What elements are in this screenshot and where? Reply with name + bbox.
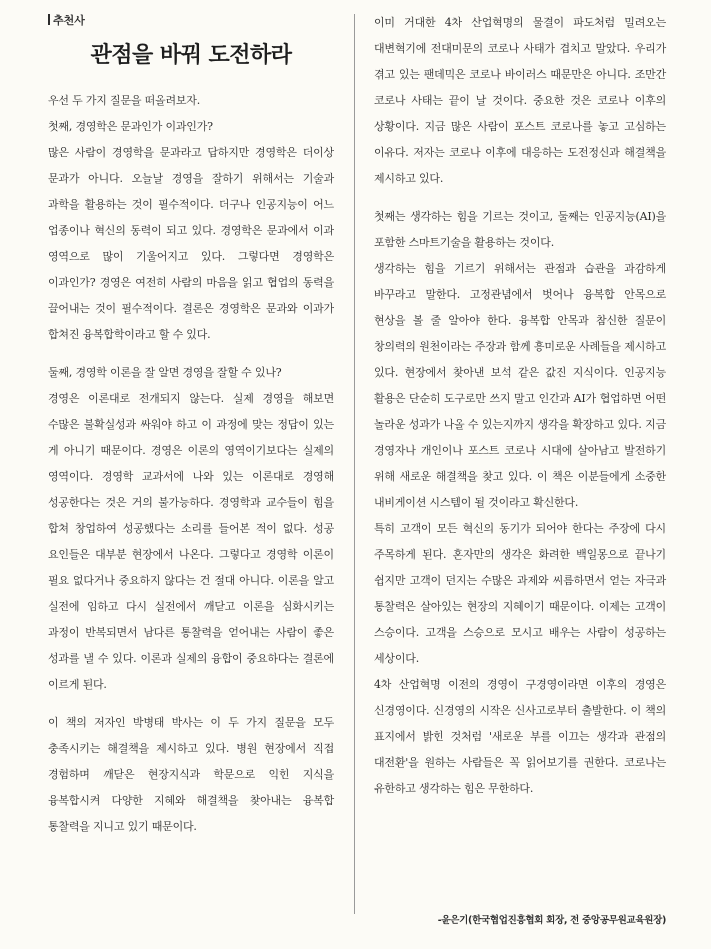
paragraph: 4차 산업혁명 이전의 경영이 구경영이라면 이후의 경영은 신경영이다. 신경영의 시작은 신사고로부터 출발한다. 이 책의 표지에서 밝힌 것처럼 '새로운 부를 이끄는 생각과 관점의 대전환'을 원하는 사람들은 꼭 읽어보기를 권한다. 코로나는 유한하고 생각하는 힘은 무한하다. xyxy=(374,678,666,795)
section-tag xyxy=(48,12,85,28)
paragraph-gap xyxy=(374,192,666,204)
paragraph: 생각하는 힘을 기르기 위해서는 관점과 습관을 과감하게 바꾸라고 말한다. 고정관념에서 벗어나 융복합 안목으로 현상을 볼 줄 알아야 한다. 융복합 안목과 참신한 질문이 창의력의 원천이라는 주장과 함께 흥미로운 사례들을 제시하고 있다. 현장에서 찾아낸 보석 같은 값진 지식이다. 인공지능 활용은 단순히 도구로만 쓰지 말고 인간과 AI가 협업하면 어떤 놀라운 성과가 나올 수 있는지까지 생각을 확장하고 있다. 지금 경영자나 개인이나 포스트 코로나 시대에 살아남고 발전하기 위해 새로운 해결책을 찾고 있다. 이 책은 이분들에게 소중한 내비게이션 시스템이 될 것이라고 확신한다. xyxy=(374,262,666,509)
right-body-text xyxy=(374,10,666,802)
paragraph: 첫째, 경영학은 문과인가 이과인가? xyxy=(48,120,213,133)
paragraph: 많은 사람이 경영학을 문과라고 답하지만 경영학은 더이상 문과가 아니다. 오늘날 경영을 잘하기 위해서는 기술과 과학을 활용하는 것이 필수적이다. 더구나 인공지능이 어느 업종이나 혁신의 동력이 되고 있다. 경영학은 문과에서 이과 영역으로 많이 기울어지고 있다. 그렇다면 경영학은 이과인가? 경영은 여전히 사람의 마음을 읽고 협업의 동력을 끌어내는 것이 필수적이다. 결론은 경영학은 문과와 이과가 합쳐진 융복합학이라고 할 수 있다. xyxy=(48,146,334,341)
paragraph: 경영은 이론대로 전개되지 않는다. 실제 경영을 해보면 수많은 불확실성과 싸워야 하고 이 과정에 맞는 정답이 있는 게 아니기 때문이다. 경영은 이론의 영역이기보다는 실제의 영역이다. 경영학 교과서에 나와 있는 이론대로 경영해 성공한다는 것은 거의 불가능하다. 경영학과 교수들이 힘을 합쳐 창업하여 성공했다는 소리를 들어본 적이 없다. 성공 요인들은 대부분 현장에서 나온다. 그렇다고 경영학 이론이 필요 없다거나 중요하지 않다는 건 절대 아니다. 이론을 알고 실전에 임하고 다시 실전에서 깨닫고 이론을 심화시키는 과정이 반복되면서 남다른 통찰력을 얻어내는 사람이 좋은 성과를 낼 수 있다. 이론과 실제의 융합이 중요하다는 결론에 이르게 된다. xyxy=(48,392,334,691)
paragraph-gap xyxy=(48,348,334,360)
paragraph: 이 책의 저자인 박병태 박사는 이 두 가지 질문을 모두 충족시키는 해결책을 제시하고 있다. 병원 현장에서 직접 경험하며 깨닫은 현장지식과 학문으로 익힌 지식을 융복합시켜 다양한 지혜와 해결책을 찾아내는 융복합 통찰력을 지니고 있기 때문이다. xyxy=(48,716,334,833)
paragraph-gap xyxy=(48,698,334,710)
section-tag-label: 추천사 xyxy=(53,14,85,27)
signature: -윤은기(한국협업진흥협회 회장, 전 중앙공무원교육원장) xyxy=(437,915,666,926)
paragraph: 우선 두 가지 질문을 떠올려보자. xyxy=(48,94,201,107)
left-body-text xyxy=(48,88,334,840)
paragraph: 특히 고객이 모든 혁신의 동기가 되어야 한다는 주장에 다시 주목하게 된다. 혼자만의 생각은 화려한 백일몽으로 끝나기 쉽지만 고객이 던지는 수많은 과제와 씨름하면서 얻는 자극과 통찰력은 살아있는 현장의 지혜이기 때문이다. 이제는 고객이 스승이다. 고객을 스승으로 모시고 배우는 사람이 성공하는 세상이다. xyxy=(374,522,666,665)
paragraph: 둘째, 경영학 이론을 잘 알면 경영을 잘할 수 있나? xyxy=(48,366,282,379)
article-title: 관점을 바꿔 도전하라 xyxy=(90,43,292,68)
paragraph: 이미 거대한 4차 산업혁명의 물결이 파도처럼 밀려오는 대변혁기에 전대미문의 코로나 사태가 겹치고 말았다. 우리가 겪고 있는 팬데믹은 코로나 바이러스 때문만은 아니다. 조만간 코로나 사태는 끝이 날 것이다. 중요한 것은 코로나 이후의 상황이다. 지금 많은 사람이 포스트 코로나를 놓고 고심하는 이유다. 저자는 코로나 이후에 대응하는 도전정신과 해결책을 제시하고 있다. xyxy=(374,16,666,185)
column-divider xyxy=(354,14,355,914)
section-tag-bar xyxy=(48,14,50,25)
paragraph: 첫째는 생각하는 힘을 기르는 것이고, 둘째는 인공지능(AI)을 포함한 스마트기술을 활용하는 것이다. xyxy=(374,210,666,249)
